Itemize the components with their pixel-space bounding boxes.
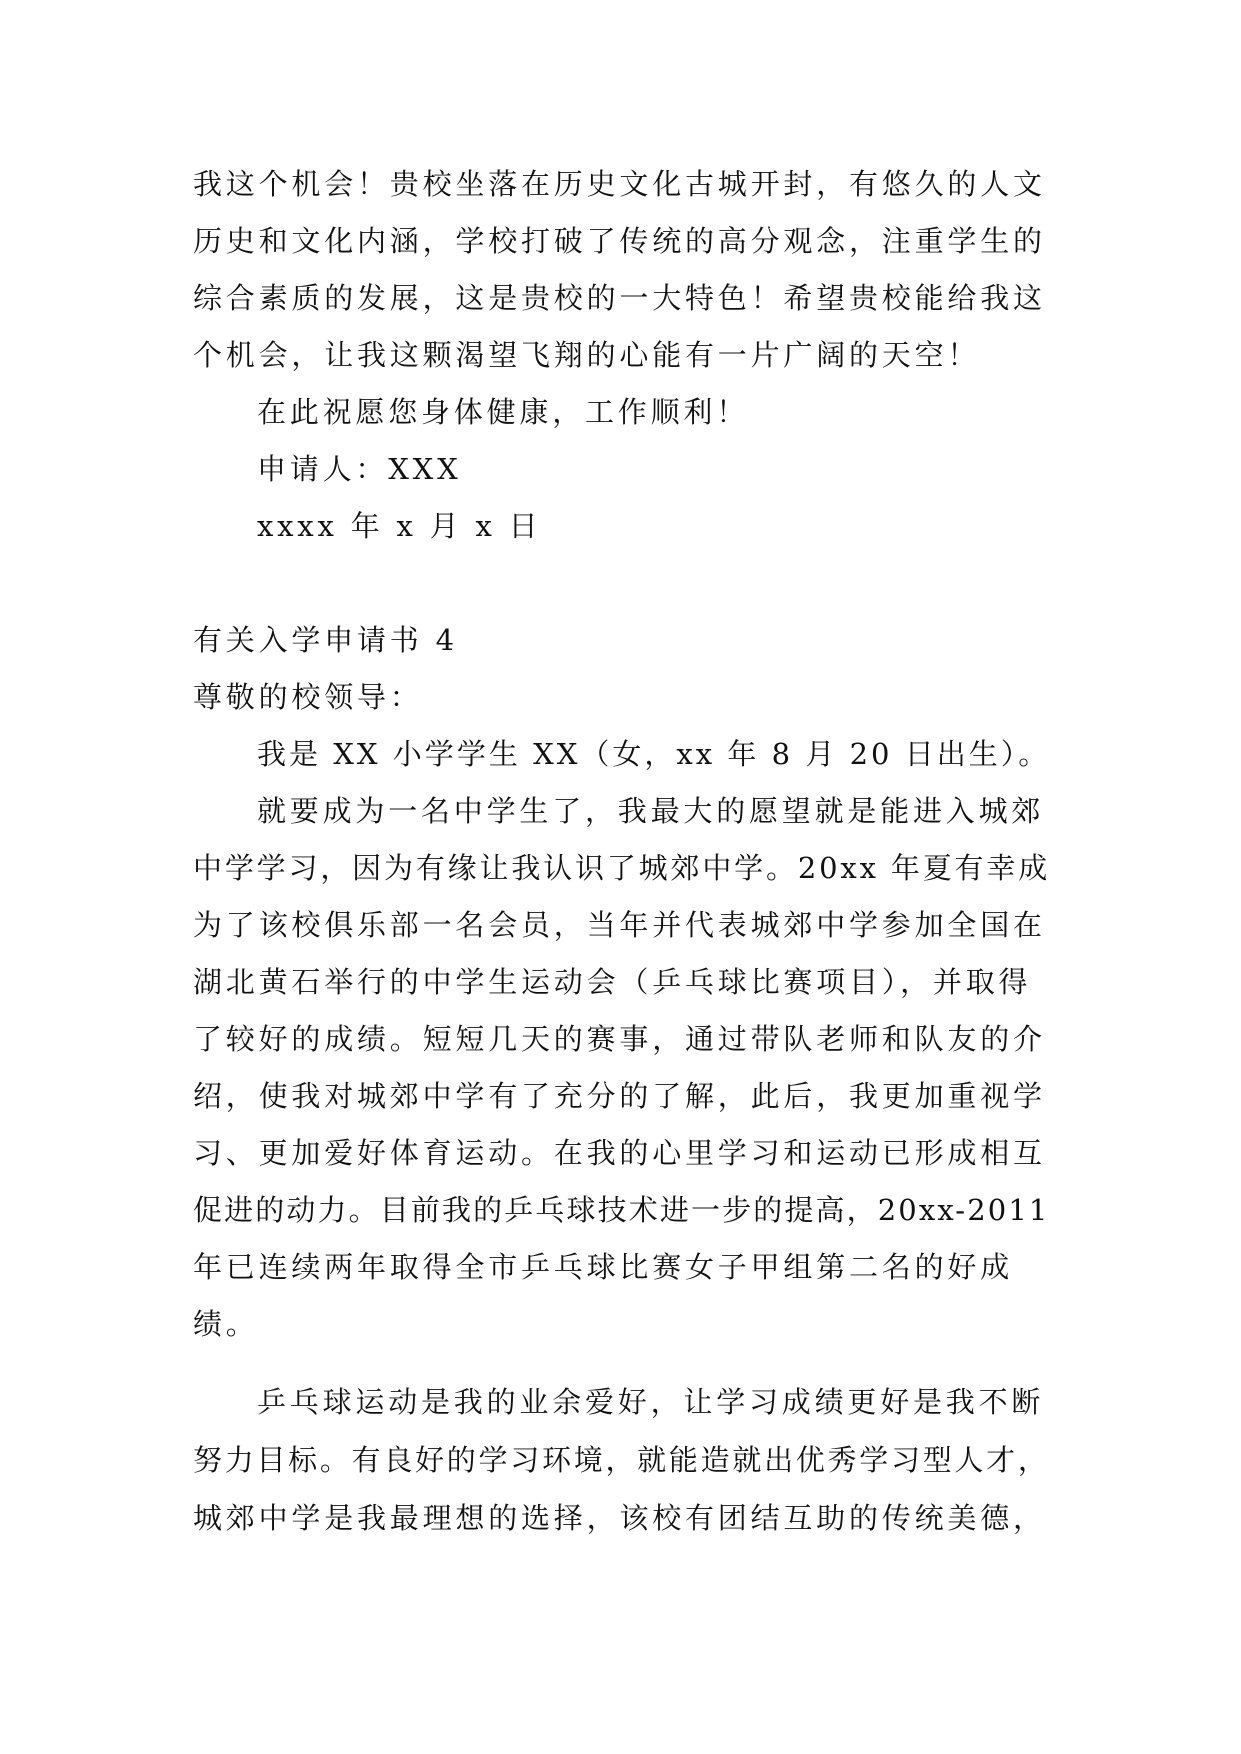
salutation: 尊敬的校领导：: [193, 680, 423, 714]
text-line: 年已连续两年取得全市乒乓球比赛女子甲组第二名的好成: [193, 1250, 1014, 1284]
text-line: 个机会，让我这颗渴望飞翔的心能有一片广阔的天空！: [193, 338, 981, 372]
text-line: 中学学习，因为有缘让我认识了城郊中学。20xx 年夏有幸成: [193, 851, 1051, 885]
text-line: 就要成为一名中学生了，我最大的愿望就是能进入城郊: [257, 794, 1045, 828]
text-line: 努力目标。有良好的学习环境，就能造就出优秀学习型人才，: [193, 1443, 1050, 1477]
text-line: 历史和文化内涵，学校打破了传统的高分观念，注重学生的: [193, 224, 1046, 258]
text-line: 城郊中学是我最理想的选择，该校有团结互助的传统美德，: [193, 1501, 1046, 1535]
closing-wish: 在此祝愿您身体健康，工作顺利！: [257, 395, 750, 429]
text-line: 绩。: [193, 1307, 259, 1341]
text-line: 促进的动力。目前我的乒乓球技术进一步的提高，20xx-2011: [193, 1193, 1050, 1227]
applicant-signature: 申请人：XXX: [257, 452, 462, 486]
letter-date: xxxx 年 x 月 x 日: [257, 509, 542, 543]
text-line: 我这个机会！贵校坐落在历史文化古城开封，有悠久的人文: [193, 167, 1046, 201]
section-title: 有关入学申请书 4: [193, 623, 458, 657]
text-line: 绍，使我对城郊中学有了充分的了解，此后，我更加重视学: [193, 1079, 1046, 1113]
text-line: 综合素质的发展，这是贵校的一大特色！希望贵校能给我这: [193, 281, 1046, 315]
text-line: 乒乓球运动是我的业余爱好，让学习成绩更好是我不断: [257, 1385, 1045, 1419]
text-line: 了较好的成绩。短短几天的赛事，通过带队老师和队友的介: [193, 1022, 1046, 1056]
text-line: 为了该校俱乐部一名会员，当年并代表城郊中学参加全国在: [193, 908, 1046, 942]
text-line: 习、更加爱好体育运动。在我的心里学习和运动已形成相互: [193, 1136, 1046, 1170]
intro-line: 我是 XX 小学学生 XX（女，xx 年 8 月 20 日出生）。: [257, 737, 1051, 771]
text-line: 湖北黄石举行的中学生运动会（乒乓球比赛项目），并取得: [193, 965, 1032, 999]
